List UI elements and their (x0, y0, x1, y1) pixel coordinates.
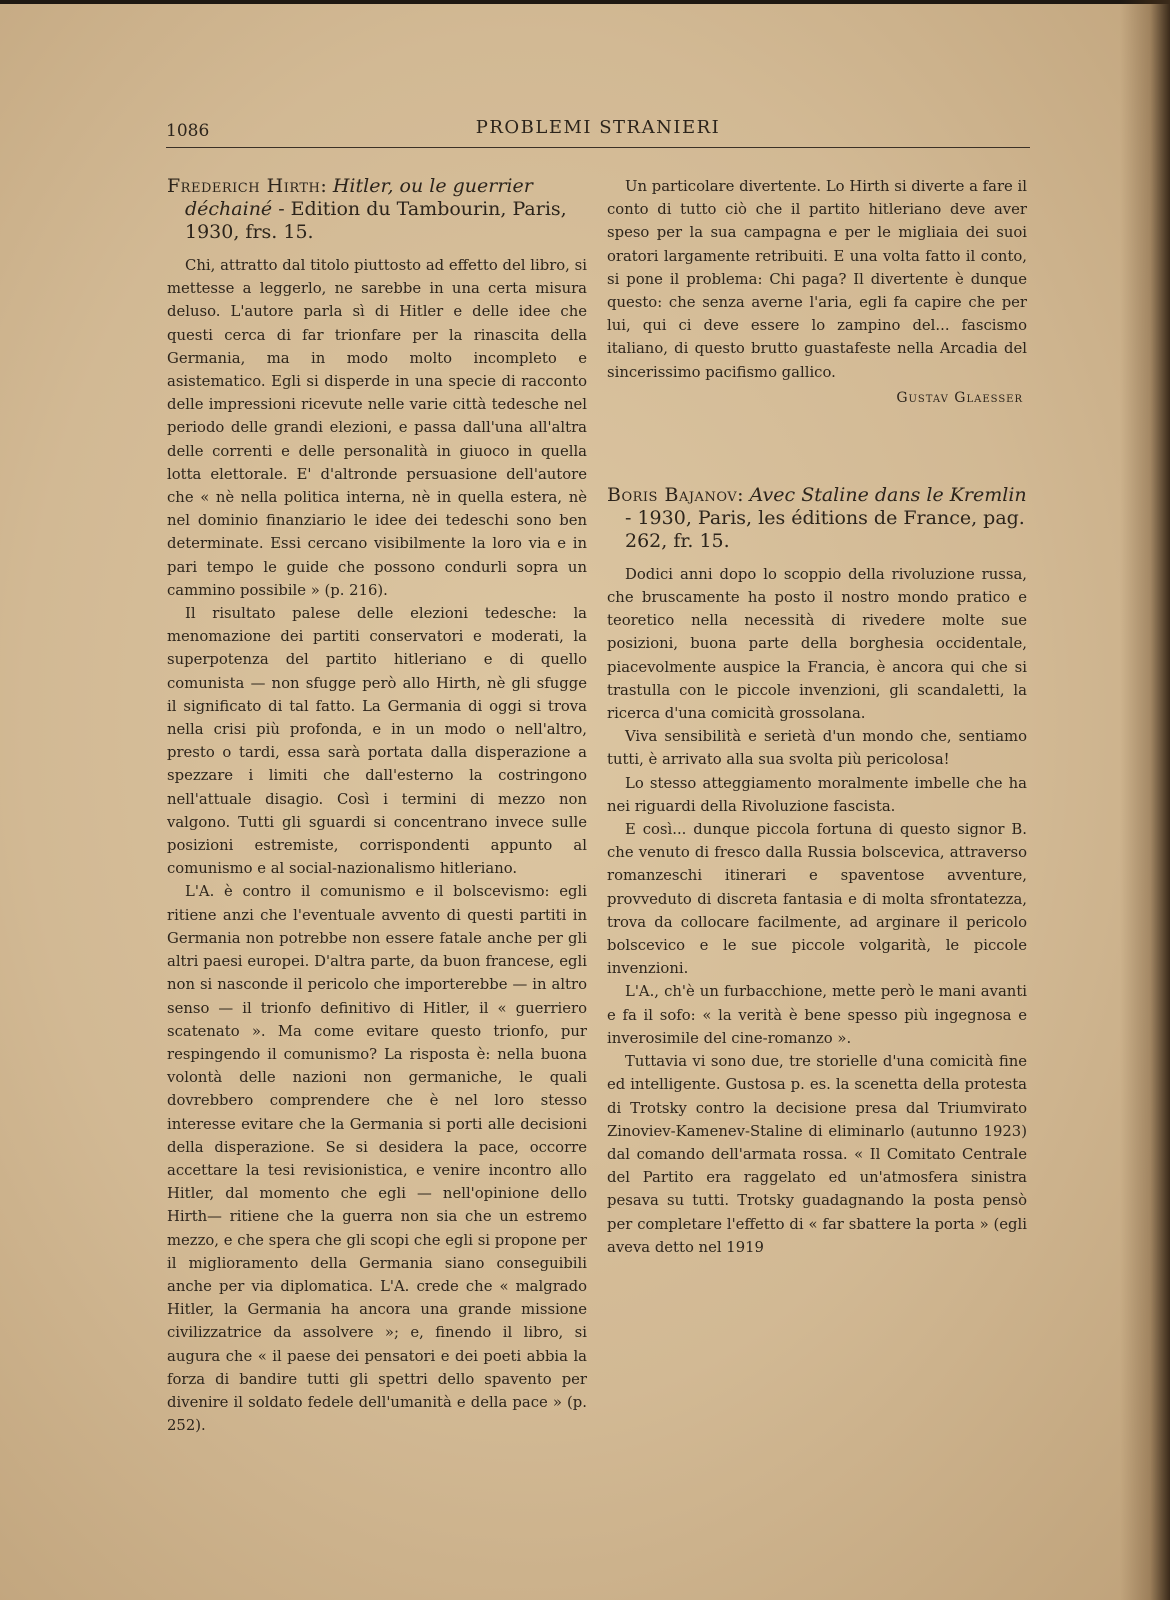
page-header (166, 117, 1030, 148)
review1-paragraph: L'A. è contro il comunismo e il bolscevismo: egli ritiene anzi che l'eventuale avvento di questi partiti in Germania non potrebbe non essere fatale anche per gli altri paesi europei. D'altra parte, da buon francese, egli non si nasconde il pericolo che importerebbe — in altro senso — il trionfo definitivo di Hitler, il « guerriero scatenato ». Ma come evitare questo trionfo, pur respingendo il comunismo? La risposta è: nella buona volontà delle nazioni non germaniche, le quali dovrebbero comprendere che è nel loro stesso interesse evitare che la Germania si porti alle decisioni della disperazione. Se si desidera la pace, occorre accettare la tesi revisionistica, e venire incontro allo Hitler, dal momento che egli — nell'opinione dello Hirth— ritiene che la guerra non sia che un estremo mezzo, e che spera che gli scopi che egli si propone per il miglioramento della Germania siano conseguibili anche per via diplomatica. L'A. crede che « malgrado Hitler, la Germania ha ancora una grande missione civilizzatrice da assolvere »; e, finendo il libro, si augura che « il paese dei pensatori e dei poeti abbia la forza di bandire tutti gli spettri dello spavento per divenire il soldato fedele dell'umanità e della pace » (p. 252). (167, 883, 587, 1435)
review2-paragraph: Dodici anni dopo lo scoppio della rivoluzione russa, che bruscamente ha posto il nostro mondo pratico e teoretico nella necessità di rivedere molte sue posizioni, buona parte della borghesia occidentale, piacevolmente auspice la Francia, è ancora qui che si trastulla con le piccole invenzioni, gli scandaletti, la ricerca d'una comicità grossolana. (607, 565, 1027, 723)
scan-edge-right (1120, 0, 1170, 1600)
review1-heading: Frederich Hirth: Hitler, ou le guerrier déchainé - Edition du Tambourin, Paris, 1930, frs. 15. (167, 175, 567, 243)
review2-author: Boris Bajanov (607, 483, 738, 506)
review2-paragraph: E così... dunque piccola fortuna di questo signor B. che venuto di fresco dalla Russia bolscevica, attraverso romanzeschi itinerari e spaventose avventure, provveduto di discreta fantasia e di molta sfrontatezza, trova da collocare facilmente, ad arginare il pericolo bolscevico e le sue piccole volgarità, le piccole invenzioni. (607, 821, 1027, 978)
review1-title: Hitler, ou le guerrier déchainé (185, 175, 533, 220)
review2-publication: - 1930, Paris, les éditions de France, pag. 262, fr. 15. (625, 506, 1025, 552)
review1-paragraph: Il risultato palese delle elezioni tedesche: la menomazione dei partiti conservatori e moderati, la superpotenza del partito hitleriano e di quello comunista — non sfugge però allo Hirth, nè gli sfugge il significato di tal fatto. La Germania di oggi si trova nella crisi più profonda, e in un modo o nell'altro, presto o tardi, essa sarà portata dalla disperazione a spezzare i limiti che dall'esterno la costringono nell'attuale disagio. Così i termini di mezzo non valgono. Tutti gli sguardi si concentrano invece sulle posizioni estremiste, corrispondenti appunto al comunismo e al social-nazionalismo hitleriano. (167, 605, 587, 878)
page-number: 1086 (166, 121, 210, 141)
review1-paragraph: Chi, attratto dal titolo piuttosto ad effetto del libro, si mettesse a leggerlo, ne sarebbe in una certa misura deluso. L'autore parla sì di Hitler e delle idee che questi cerca di far trionfare per la rinascita della Germania, ma in modo molto incompleto e asistematico. Egli si disperde in una specie di racconto delle impressioni ricevute nelle varie città tedesche nel periodo delle grandi elezioni, e passa dall'una all'altra delle correnti e delle personalità in giuoco in quella lotta elettorale. E' d'altronde persuasione dell'autore che « nè nella politica interna, nè in quella estera, nè nel dominio finanziario le idee dei tedeschi sono ben determinate. Essi cercano visibilmente la loro via e in pari tempo le guide che possono condurli sopra un cammino possibile » (p. 216). (167, 257, 587, 599)
scan-edge-top (0, 0, 1170, 4)
left-column (167, 175, 587, 1437)
review2-paragraph: Lo stesso atteggiamento moralmente imbelle che ha nei riguardi della Rivoluzione fascista. (607, 774, 1027, 815)
review2-paragraph: Viva sensibilità e serietà d'un mondo che, sentiamo tutti, è arrivato alla sua svolta più pericolosa! (607, 728, 1027, 769)
review1-signature: Gustav Glaesser (896, 389, 1023, 406)
running-title: PROBLEMI STRANIERI (475, 117, 721, 138)
review1-paragraph: Un particolare divertente. Lo Hirth si diverte a fare il conto di tutto ciò che il partito hitleriano deve aver speso per la sua campagna e per le migliaia dei suoi oratori largamente retribuiti. E una volta fatto il conto, si pone il problema: Chi paga? Il divertente è dunque questo: che senza averne l'aria, egli fa capire che per lui, qui ci deve essere lo zampino del... fascismo italiano, di questo brutto guastafeste nella Arcadia del sincerissimo pacifismo gallico. (607, 178, 1027, 381)
review2-heading: Boris Bajanov: Avec Staline dans le Kremlin - 1930, Paris, les éditions de France, pag. 262, fr. 15. (607, 483, 1027, 552)
review2-title: Avec Staline dans le Kremlin (749, 483, 1027, 506)
review1-publication: - Edition du Tambourin, Paris, 1930, frs. 15. (185, 198, 567, 243)
review2-paragraph: Tuttavia vi sono due, tre storielle d'una comicità fine ed intelligente. Gustosa p. es. la scenetta della protesta di Trotsky contro la decisione presa dal Triumvirato Zinoviev-Kamenev-Staline di eliminarlo (autunno 1923) dal comando dell'armata rossa. « Il Comitato Centrale del Partito era raggelato ed un'atmosfera sinistra pesava su tutti. Trotsky guadagnando la posta pensò per completare l'effetto di « far sbattere la porta » (egli aveva detto nel 1919 (607, 1053, 1027, 1256)
review2-paragraph: L'A., ch'è un furbacchione, mette però le mani avanti e fa il sofo: « la verità è bene spesso più ingegnosa e inverosimile del cine-romanzo ». (607, 983, 1027, 1047)
review1-author: Frederich Hirth (167, 175, 321, 197)
right-column (607, 175, 1027, 1259)
